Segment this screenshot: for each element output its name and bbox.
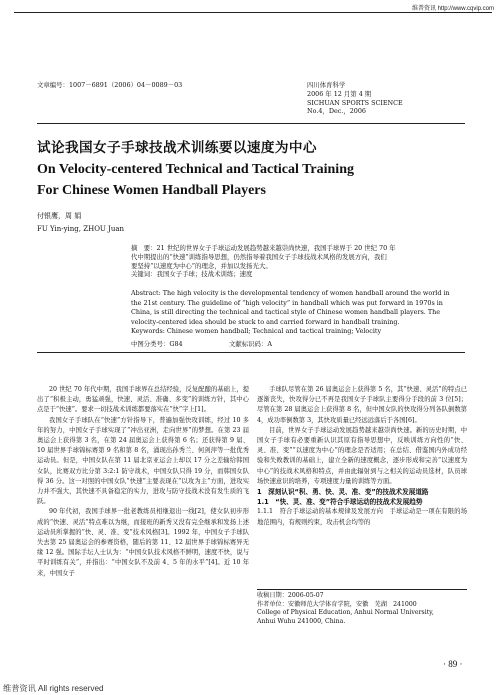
journal-line: SICHUAN SPORTS SCIENCE bbox=[307, 98, 403, 107]
paragraph: 20 世纪 70 年代中期，我国手球界在总结经验，反复配酿的基础上，提出了“积极主动，勇猛顽强，快速、灵活、准确、多变”的训练方针，其中心点是于“快速”。要求一切技战术训练都要落实在“快”字上[1]。 bbox=[37, 386, 249, 414]
authors-english: FU Yin-ying, ZHOU Juan bbox=[37, 225, 125, 233]
abstract-cn-line: 关键词：我国女子手球；技战术训练；速度 bbox=[131, 270, 253, 279]
document-code: 文献标识码：A bbox=[229, 340, 272, 348]
journal-info bbox=[307, 81, 403, 116]
journal-line: 四川体育科学 bbox=[307, 81, 346, 89]
watermark-top: 维普资讯 http://www.cqvip.com bbox=[411, 6, 494, 12]
header-rule bbox=[37, 123, 465, 124]
abstract-en-line: the 21st century. The guideline of “high velocity” in handball which was put forward in 1970s in bbox=[131, 298, 443, 307]
watermark-bottom: 维普资讯 All rights reserved bbox=[3, 684, 104, 693]
abstract-english bbox=[131, 289, 466, 337]
authors-chinese: 付银鹰，周 娟 bbox=[37, 212, 82, 220]
journal-line: 2006 年 12 月第 4 期 bbox=[307, 89, 372, 98]
article-number: 文章编号：1007－6891（2006）04－0089－03 bbox=[37, 81, 183, 89]
abstract-chinese bbox=[131, 244, 466, 279]
title-english-line: For Chinese Women Handball Players bbox=[37, 183, 266, 198]
abstract-en-line: velocity-centered idea should be stuck to and carried forward in handball training. bbox=[131, 317, 400, 326]
page-number: · 89 · bbox=[443, 659, 463, 669]
abstract-en-line: Keywords: Chinese women handball; Technical and tactical training; Velocity bbox=[131, 327, 382, 336]
abstract-rule bbox=[37, 352, 465, 353]
paragraph: 目前，世界女子手球运动发展趋势越来越崇尚快速。新的历史时期，中国女子手球有必要重新认识其原有指导思想中，反映训练方向性的“快、灵、准、变”“以速度为中心”的理念是否适用；在总结、借鉴国内外成功经验和失败教训的基础上，建立全新的速度概念，逐步形成和完善“以速度为中心”的技战术风格和特点，并由此辐射到与之相关的运动员选材，队员球场快速意识的培养，专项速度力量的训练等方面。 bbox=[257, 426, 467, 485]
abstract-cn-line: 摘 要：21 世纪的世界女子手球运动发展趋势越来越崇尚快速，我国手球界于 20 世纪 70 年 bbox=[131, 244, 396, 252]
title-chinese: 试论我国女子手球技战术训练要以速度为中心 bbox=[37, 140, 317, 156]
class-number: 中图分类号：G84 bbox=[131, 340, 183, 348]
right-column bbox=[257, 385, 467, 528]
abstract-cn-line: 代中期提出的“快速”训练指导思想，仍然指导着我国女子手球技战术风格的发展方向，我们 bbox=[131, 252, 387, 261]
paragraph: 我国女子手球队在“快速”方针指导下，普遍加强快攻训练，经过 10 多年的努力，中国女子手球实现了“冲出亚洲，走向世界”的梦想。在第 23 届奥运会上获得第 3 名，在第 24 届奥运会上获得第 6 名；还获得第 9 届、10 届世界手球锦标赛第 9 名和第 8 名，涌现出孙秀兰、何剑萍等一批优秀运动员。但是，中国女队在第 11 届北京亚运会上却以 17 分之差输给韩国女队，比赛双方比分第 3:2:1 防守战术，中国女队只得 19 分，而韩国女队得 36 分。这一对照的中国女队“快速”主要表现在“以攻为主”方面，进攻实力并不强大，其快速不具备稳定的实力，进攻与防守技战术没有发生质的飞跃。 bbox=[37, 416, 249, 506]
left-column bbox=[37, 385, 249, 579]
footnote-line: Anhui Wuhu 241000, China. bbox=[257, 617, 346, 625]
section-heading: 1 深刻认识“积、勇、快、灵、准、变”的技战术发展道路 bbox=[257, 488, 429, 497]
footnote-line: 作者单位：安徽师范大学体育学院，安徽 芜湖 241000 bbox=[257, 600, 417, 608]
paragraph: 90 年代初，我国手球界一批老教练员相继退出一线[2]，使女队初步形成的“快速、灵活”特点难以为继，而接班的新秀又没有完全继承和发扬上述运动员所掌握的“快、灵、准、变”技术风格[3]。1992 年，中国女子手球队失去第 25 届奥运会的参赛资格，随后的第 11、12 届世界手球锦标赛异无缘 12 强。国际手坛人士认为：“中国女队技术风格不鲜明，速度不快，说与平时训练有关”，并指出：“中国女队不及前 4、5 年的水平”[4]。近 10 年来，中国女子 bbox=[37, 508, 249, 577]
title-english bbox=[37, 159, 354, 201]
title-english-line: On Velocity-centered Technical and Tactical Training bbox=[37, 162, 354, 177]
abstract-en-line: Abstract: The high velocity is the developmental tendency of women handball around the world in bbox=[131, 289, 450, 297]
abstract-en-line: China, is still directing the technical and tactical style of Chinese women handball players. The bbox=[131, 308, 441, 317]
footnote-rule bbox=[257, 589, 467, 590]
subsection-paragraph: 1.1.1 符合手球运动的基本规律及发展方向 手球运动是一项在有限的场地范围内，有规则约束，攻击机会均等的 bbox=[257, 508, 467, 526]
top-rule bbox=[14, 12, 492, 13]
footnote bbox=[257, 592, 467, 626]
footnote-line: 收稿日期：2006-05-07 bbox=[257, 592, 324, 599]
journal-line: No.4，Dec.，2006 bbox=[307, 107, 366, 116]
subheading: 1.1 “快、灵、准、变”符合手球运动的技战术发展趋势 bbox=[257, 498, 423, 507]
abstract-cn-line: 要坚持“以速度为中心”的理念，并加以发扬光大。 bbox=[131, 261, 272, 270]
paragraph: 手球队尽管在第 26 届奥运会上获得第 5 名，其“快速、灵活”的特点已逐渐丧失，快攻得分已不再是我国女子手球队主要得分手段的前 3 位[5]；尽管在第 28 届奥运会上获得第 8 名，但中国女队的快攻得分列各队倒数第 4，成功率倒数第 3，其快攻质量已经远远落后于各国[6]。 bbox=[257, 386, 467, 424]
footnote-line: College of Physical Education, Anhui Normal University, bbox=[257, 609, 434, 617]
